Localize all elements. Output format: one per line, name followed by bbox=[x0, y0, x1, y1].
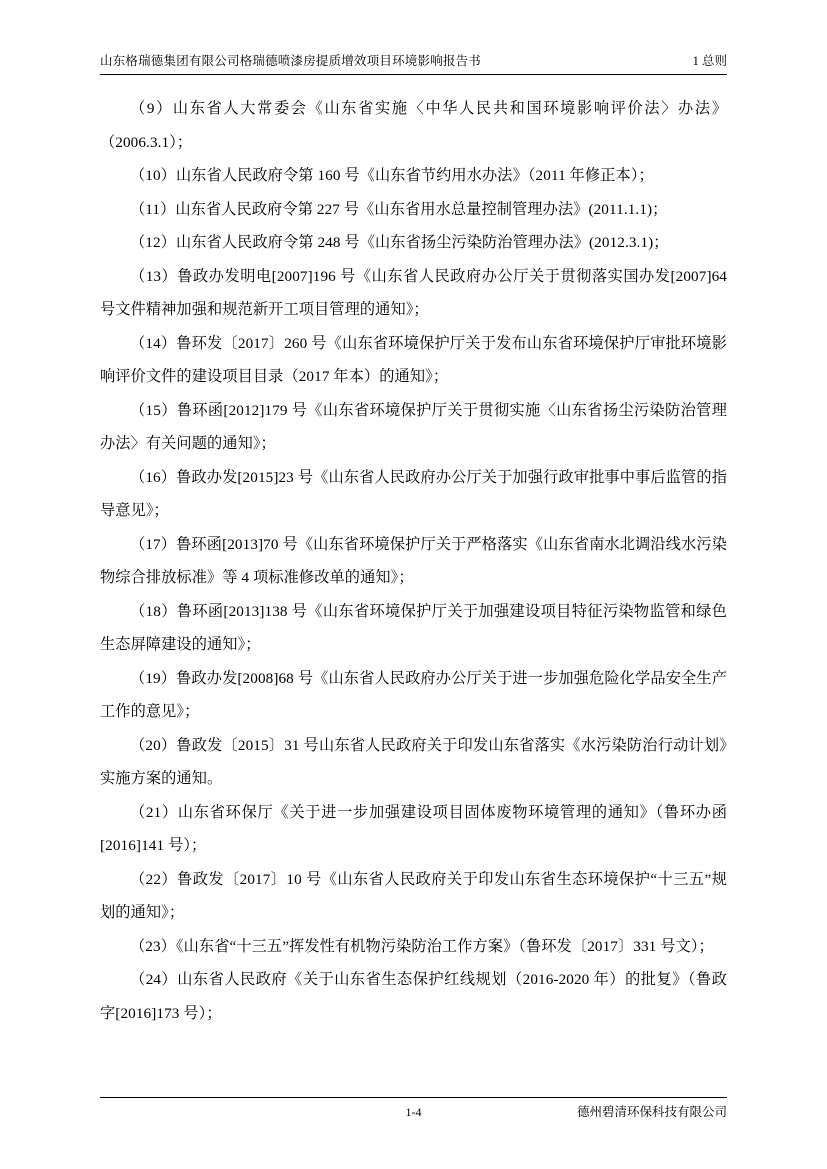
body-paragraph: （12）山东省人民政府令第 248 号《山东省扬尘污染防治管理办法》(2012.3.1)； bbox=[130, 234, 669, 251]
body-paragraph: （20）鲁政发〔2015〕31 号山东省人民政府关于印发山东省落实《水污染防治行动计划》实施方案的通知。 bbox=[100, 736, 727, 787]
body-paragraph: （14）鲁环发〔2017〕260 号《山东省环境保护厅关于发布山东省环境保护厅审批环境影响评价文件的建设项目目录（2017 年本）的通知》； bbox=[100, 334, 727, 385]
header-document-title: 山东格瑞德集团有限公司格瑞德喷漆房提质增效项目环境影响报告书 bbox=[100, 54, 482, 68]
footer-page-number: 1-4 bbox=[405, 1105, 422, 1119]
body-paragraph: （9）山东省人大常委会《山东省实施〈中华人民共和国环境影响评价法〉办法》（2006.3.1）； bbox=[100, 100, 727, 151]
body-paragraph: （23）《山东省“十三五”挥发性有机物污染防治工作方案》（鲁环发〔2017〕331 号文）； bbox=[130, 937, 714, 955]
body-paragraph: （13）鲁政办发明电[2007]196 号《山东省人民政府办公厅关于贯彻落实国办发[2007]64 号文件精神加强和规范新开工项目管理的通知》； bbox=[100, 267, 727, 318]
body-paragraph: （22）鲁政发〔2017〕10 号《山东省人民政府关于印发山东省生态环境保护“十三五”规划的通知》； bbox=[100, 870, 727, 921]
footer-company-name: 德州碧清环保科技有限公司 bbox=[576, 1105, 727, 1119]
body-paragraph: （19）鲁政办发[2008]68 号《山东省人民政府办公厅关于进一步加强危险化学品安全生产工作的意见》； bbox=[100, 669, 727, 720]
body-paragraph: （15）鲁环函[2012]179 号《山东省环境保护厅关于贯彻实施〈山东省扬尘污染防治管理办法〉有关问题的通知》； bbox=[100, 401, 727, 452]
body-paragraph: （21）山东省环保厅《关于进一步加强建设项目固体废物环境管理的通知》（鲁环办函[2016]141 号）； bbox=[100, 803, 727, 854]
document-body bbox=[100, 92, 727, 1030]
body-paragraph: （10）山东省人民政府令第 160 号《山东省节约用水办法》（2011 年修正本）； bbox=[130, 167, 654, 184]
body-paragraph: （16）鲁政办发[2015]23 号《山东省人民政府办公厅关于加强行政审批事中事后监管的指导意见》； bbox=[100, 468, 727, 519]
header-section-label: 1 总则 bbox=[692, 54, 727, 68]
page-footer bbox=[100, 1097, 727, 1121]
page-header bbox=[100, 52, 727, 75]
body-paragraph: （18）鲁环函[2013]138 号《山东省环境保护厅关于加强建设项目特征污染物监管和绿色生态屏障建设的通知》； bbox=[100, 602, 727, 653]
body-paragraph: （17）鲁环函[2013]70 号《山东省环境保护厅关于严格落实《山东省南水北调沿线水污染物综合排放标准》等 4 项标准修改单的通知》； bbox=[100, 535, 727, 586]
body-paragraph: （24）山东省人民政府《关于山东省生态保护红线规划（2016-2020 年）的批复》（鲁政字[2016]173 号）； bbox=[100, 971, 727, 1022]
body-paragraph: （11）山东省人民政府令第 227 号《山东省用水总量控制管理办法》(2011.1.1)； bbox=[130, 200, 668, 218]
